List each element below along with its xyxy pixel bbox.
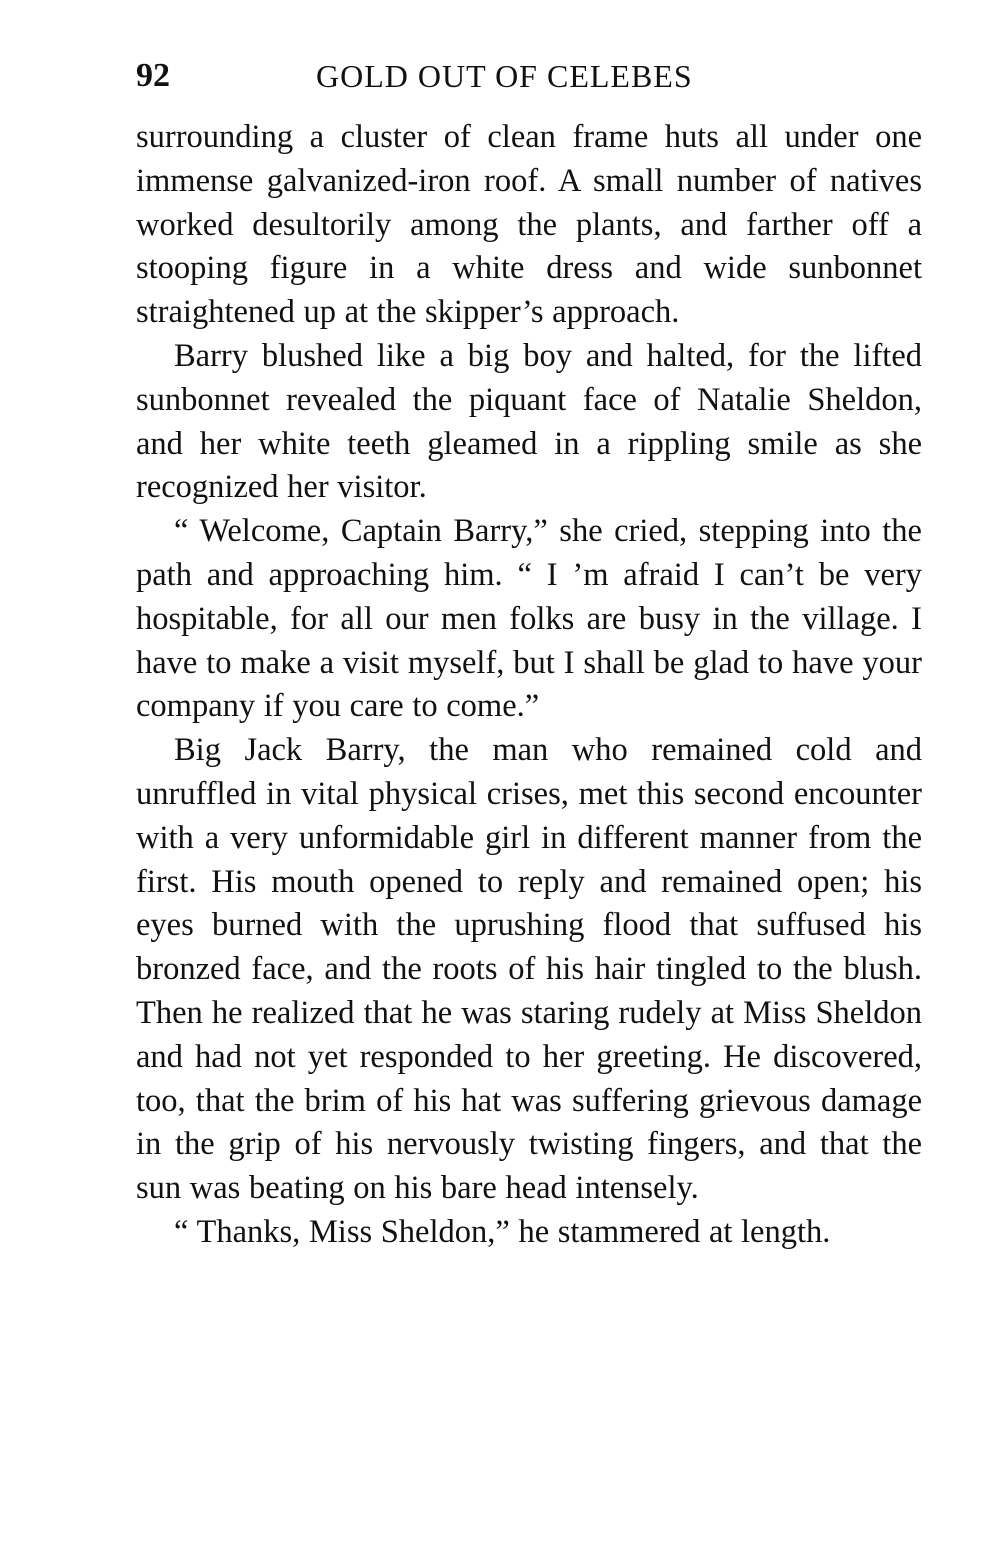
paragraph-2: Barry blushed like a big boy and halted, for the lifted sunbonnet revealed the piquant face of Natalie Sheldon, and her white teeth gleamed in a rippling smile as she recognized her visitor. bbox=[136, 337, 922, 506]
page-number: 92 bbox=[136, 57, 170, 94]
body-text bbox=[136, 116, 922, 1255]
paragraph-4: Big Jack Barry, the man who remained cold and unruffled in vital physical crises, met this second encounter with a very unformidable girl in different manner from the first. His mouth opened to reply and remained open; his eyes burned with the uprushing flood that suffused his bronzed face, and the roots of his hair tingled to the blush. Then he realized that he was staring rudely at Miss Sheldon and had not yet responded to her greeting. He discovered, too, that the brim of his hat was suffering grievous damage in the grip of his nervously twisting fingers, and that the sun was beating on his bare head intensely. bbox=[136, 732, 922, 1207]
running-head bbox=[136, 52, 922, 100]
paragraph-1: surrounding a cluster of clean frame huts all under one immense galvanized-iron roof. A small number of natives worked desultorily among the plants, and farther off a stooping figure in a white dress and wide sunbonnet straightened up at the skipper’s approach. bbox=[136, 119, 922, 331]
running-title: GOLD OUT OF CELEBES bbox=[316, 58, 693, 94]
paragraph-3: “ Welcome, Captain Barry,” she cried, stepping into the path and approaching him. “ I ’m afraid I can’t be very hospitable, for all our men folks are busy in the village. I have to make a visit myself, but I shall be glad to have your company if you care to come.” bbox=[136, 513, 922, 725]
paragraph-5: “ Thanks, Miss Sheldon,” he stammered at length. bbox=[174, 1213, 831, 1250]
